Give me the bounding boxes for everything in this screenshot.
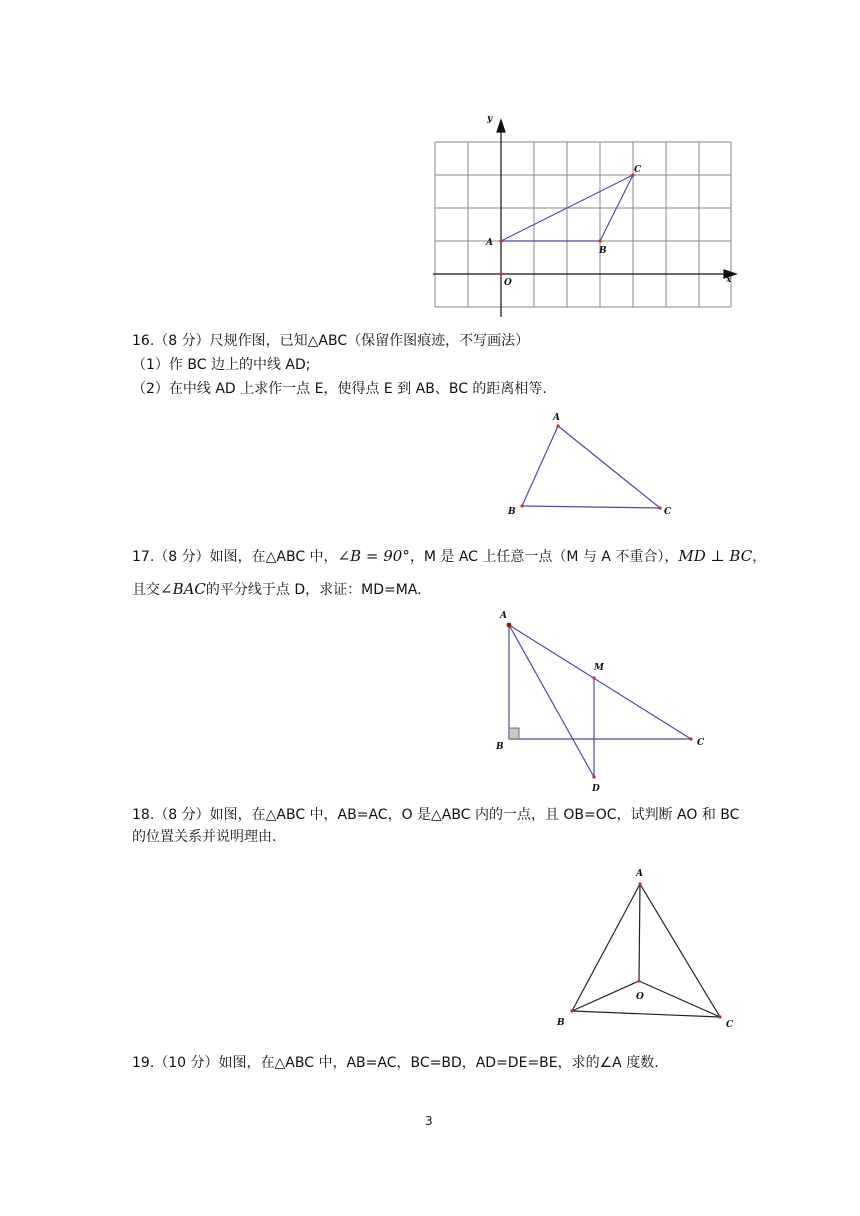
q17-angle-bac: ∠BAC [160,580,206,598]
label-a: A [486,238,493,248]
q18-label-a: A [636,869,643,879]
q17-point-d [592,775,595,778]
page-number: 3 [425,1114,433,1128]
origin-label: O [504,278,512,288]
q17-point-m [592,676,595,679]
q18-point-o [637,979,640,982]
q16-triangle-figure [500,405,680,525]
q16-point-c [658,506,661,509]
q16-label-a: A [553,413,560,423]
q17-perpendicular: MD ⊥ BC [678,547,753,565]
label-c: C [634,165,642,175]
q18-line2: 的位置关系并说明理由. [132,829,277,845]
q17-label-b: B [496,742,504,752]
right-angle-mark [509,728,519,739]
q17-point-c [689,737,692,740]
q17-line2-prefix: 且交 [132,582,160,598]
q17-line2-suffix: 的平分线于点 D，求证：MD=MA. [205,582,422,598]
q17-label-m: M [594,663,604,673]
point-a [499,239,502,242]
q18-label-c: C [726,1020,734,1030]
q17-figure [490,605,720,795]
axes [433,120,736,317]
q17-end: ， [752,549,767,565]
q16-point-b [520,504,523,507]
q18-point-c [718,1015,721,1018]
q17-angle-b: ∠B = 90° [337,547,410,565]
q17-middle: ，M 是 AC 上任意一点（M 与 A 不重合）， [409,549,679,565]
q18-label-o: O [636,992,644,1002]
q19-text: 19.（10 分）如图，在△ABC 中，AB=AC，BC=BD，AD=DE=BE，求的∠A 度数. [132,1055,659,1071]
q18-label-b: B [557,1018,565,1028]
q16-point-a [556,424,559,427]
q18-point-b [570,1009,573,1012]
q18-lines [572,884,720,1017]
q17-line2 [132,579,422,600]
coordinate-grid-figure [425,110,745,320]
label-b: B [599,246,607,256]
grid-lines [435,142,731,307]
q16-label-b: B [508,507,516,517]
q17-point-a [507,623,512,628]
q16-triangle [522,426,660,508]
q17-label-c: C [697,738,705,748]
point-b [598,239,601,242]
q16-label-c: C [664,507,672,517]
q16-part2: （2）在中线 AD 上求作一点 E，使得点 E 到 AB、BC 的距离相等. [132,381,547,397]
q17-prefix: 17.（8 分）如图，在△ABC 中， [132,549,338,565]
x-axis-label: x [726,275,732,285]
q16-heading: 16.（8 分）尺规作图，已知△ABC（保留作图痕迹，不写画法） [132,333,530,349]
q18-line1: 18.（8 分）如图，在△ABC 中，AB=AC，O 是△ABC 内的一点，且 OB=OC，试判断 AO 和 BC [132,807,740,823]
y-axis-label: y [487,114,493,124]
q17-label-d: D [592,784,600,794]
q18-figure [550,862,740,1032]
q16-part1: （1）作 BC 边上的中线 AD; [132,357,311,373]
point-o [499,272,502,275]
q17-label-a: A [500,611,507,621]
q18-point-a [638,882,641,885]
q17-lines [509,625,691,777]
q17-line1 [132,546,766,567]
